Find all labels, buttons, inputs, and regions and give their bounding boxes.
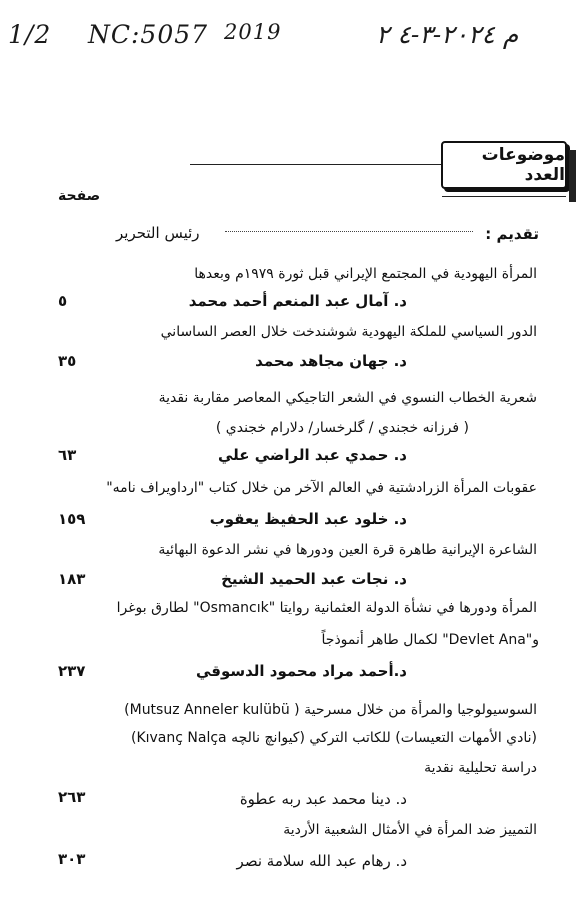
article-2-page: ٣٥: [58, 352, 77, 370]
article-1-page: ٥: [58, 292, 68, 310]
article-5-title: الشاعرة الإيرانية طاهرة قرة العين ودورها في نشر الدعوة البهائية: [158, 542, 537, 558]
article-6-author: د.أحمد مراد محمود الدسوقي: [195, 662, 407, 680]
article-3-author: د. حمدي عبد الراضي علي: [217, 446, 407, 464]
article-4-page: ١٥٩: [58, 510, 86, 528]
article-1-author: د. آمال عبد المنعم أحمد محمد: [188, 292, 407, 310]
article-8-author: د. رهام عبد الله سلامة نصر: [236, 852, 407, 870]
page-column-label: صفحة: [58, 188, 101, 204]
intro-label: تقديم :: [485, 225, 539, 243]
article-6-page: ٢٣٧: [58, 662, 86, 680]
handwritten-date: م ٢٠٢٤-٣-٤ ٢: [376, 20, 519, 49]
article-7-page: ٢٦٣: [58, 788, 86, 806]
article-5-author: د. نجات عبد الحميد الشيخ: [221, 570, 407, 588]
header-rule-under: [442, 196, 566, 197]
article-3-title-line-1: شعرية الخطاب النسوي في الشعر التاجيكي المعاصر مقاربة نقدية: [158, 390, 537, 406]
article-6-title-line-2: و"Devlet Ana" لكمال طاهر أنموذجاً: [321, 632, 539, 648]
article-6-title-line-1: المرأة ودورها في نشأة الدولة العثمانية روايتا "Osmancık" لطارق بوغرا: [116, 600, 537, 616]
article-3-page: ٦٣: [58, 446, 77, 464]
article-4-title: عقوبات المرأة الزرادشتية في العالم الآخر من خلال كتاب "ارداويراف نامه": [106, 480, 537, 496]
article-7-title-line-1: السوسيولوجيا والمرأة من خلال مسرحية ( Mutsuz Anneler kulübü): [124, 702, 537, 718]
article-3-title-line-2: ( فرزانه خجندي / گلرخسار/ دلارام خجندي ): [215, 420, 469, 436]
article-2-author: د. جهان مجاهد محمد: [255, 352, 407, 370]
article-7-title-line-2: (نادي الأمهات التعيسات) للكاتب التركي (كيوانچ نالچه Kıvanç Nalça): [130, 730, 537, 746]
handwritten-page-fraction: 1/2: [8, 20, 52, 49]
header-rule-left: [190, 164, 442, 165]
article-8-title: التمييز ضد المرأة في الأمثال الشعبية الأردية: [283, 822, 537, 838]
scan-edge-mark: [569, 150, 576, 202]
article-4-author: د. خلود عبد الحفيظ يعقوب: [209, 510, 407, 528]
section-title: موضوعات العدد: [441, 141, 567, 189]
intro-author: رئيس التحرير: [116, 224, 200, 242]
article-2-title: الدور السياسي للملكة اليهودية شوشندخت خلال العصر الساساني: [160, 324, 537, 340]
handwritten-catalog-code: NC:5057: [88, 20, 209, 49]
article-5-page: ١٨٣: [58, 570, 86, 588]
article-1-title: المرأة اليهودية في المجتمع الإيراني قبل ثورة ١٩٧٩م وبعدها: [194, 266, 537, 282]
article-7-author: د. دينا محمد عبد ربه عطوة: [239, 790, 407, 808]
article-8-page: ٣٠٣: [58, 850, 86, 868]
article-7-title-line-3: دراسة تحليلية نقدية: [424, 760, 537, 776]
intro-leader-dots: [225, 230, 473, 232]
handwritten-number: 2019: [224, 20, 282, 44]
